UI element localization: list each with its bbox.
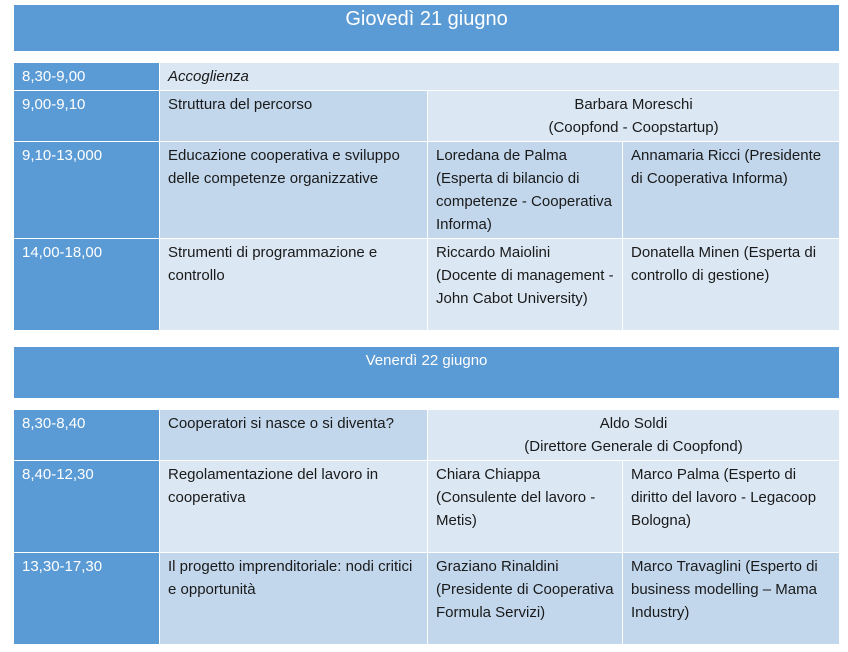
speaker-name: Chiara Chiappa [436, 466, 541, 483]
topic-cell: Cooperatori si nasce o si diventa? [160, 410, 428, 461]
time-cell: 13,30-17,30 [14, 553, 160, 645]
time-cell: 9,10-13,000 [14, 142, 160, 239]
schedule-row [14, 461, 840, 553]
day1-header-row [14, 5, 840, 52]
speaker-cell [623, 553, 840, 645]
speaker-name: Graziano Rinaldini [436, 558, 559, 575]
speaker-name: Donatella Minen [631, 244, 740, 261]
speaker-cell [623, 461, 840, 553]
schedule-row [14, 63, 840, 91]
time-cell: 8,40-12,30 [14, 461, 160, 553]
time-cell: 9,00-9,10 [14, 91, 160, 142]
day2-spacer [14, 399, 840, 410]
schedule-row [14, 142, 840, 239]
speaker-role: (Presidente di Cooperativa Informa) [631, 147, 822, 187]
day2-title: Venerdì 22 giugno [14, 347, 840, 399]
schedule-row [14, 91, 840, 142]
speaker-cell [623, 239, 840, 331]
speaker-cell [428, 142, 623, 239]
time-cell: 8,30-8,40 [14, 410, 160, 461]
speaker-cell [428, 553, 623, 645]
speaker-name: Loredana de Palma [436, 147, 567, 164]
time-cell: 8,30-9,00 [14, 63, 160, 91]
schedule-row [14, 410, 840, 461]
day2-header-row [14, 347, 840, 399]
speaker-cell [428, 461, 623, 553]
speaker-name: Aldo Soldi [599, 415, 668, 432]
speaker-role: (Esperta di bilancio di competenze - Cooperativa Informa) [436, 170, 612, 233]
topic-cell: Strumenti di programmazione e controllo [160, 239, 428, 331]
speaker-cell [428, 410, 840, 461]
time-cell: 14,00-18,00 [14, 239, 160, 331]
schedule-table-day2 [13, 346, 840, 645]
speaker-role: (Presidente di Cooperativa Formula Servizi) [436, 581, 614, 621]
speaker-cell [428, 91, 840, 142]
speaker-name: Annamaria Ricci [631, 147, 741, 164]
speaker-role: (Esperto di business modelling – Mama Industry) [631, 558, 818, 621]
speaker-name: Marco Travaglini [631, 558, 742, 575]
day1-spacer [14, 52, 840, 63]
schedule-row [14, 239, 840, 331]
schedule-row [14, 553, 840, 645]
speaker-name: Barbara Moreschi [574, 96, 693, 113]
topic-cell: Accoglienza [160, 63, 840, 91]
speaker-role: (Consulente del lavoro - Metis) [436, 489, 596, 529]
day1-title: Giovedì 21 giugno [14, 5, 840, 52]
topic-cell: Struttura del percorso [160, 91, 428, 142]
topic-cell: Regolamentazione del lavoro in cooperativa [160, 461, 428, 553]
topic-cell: Il progetto imprenditoriale: nodi critici e opportunità [160, 553, 428, 645]
speaker-role: (Direttore Generale di Coopfond) [524, 438, 743, 455]
speaker-role: (Docente di management - John Cabot University) [436, 267, 614, 307]
speaker-cell [623, 142, 840, 239]
speaker-role: (Esperto di diritto del lavoro - Legacoop Bologna) [631, 466, 817, 529]
topic-cell: Educazione cooperativa e sviluppo delle competenze organizzative [160, 142, 428, 239]
speaker-cell [428, 239, 623, 331]
speaker-role: (Esperta di controllo di gestione) [631, 244, 817, 284]
speaker-name: Marco Palma [631, 466, 720, 483]
schedule-table-day1 [13, 4, 840, 331]
speaker-name: Riccardo Maiolini [436, 244, 551, 261]
speaker-role: (Coopfond - Coopstartup) [548, 119, 719, 136]
